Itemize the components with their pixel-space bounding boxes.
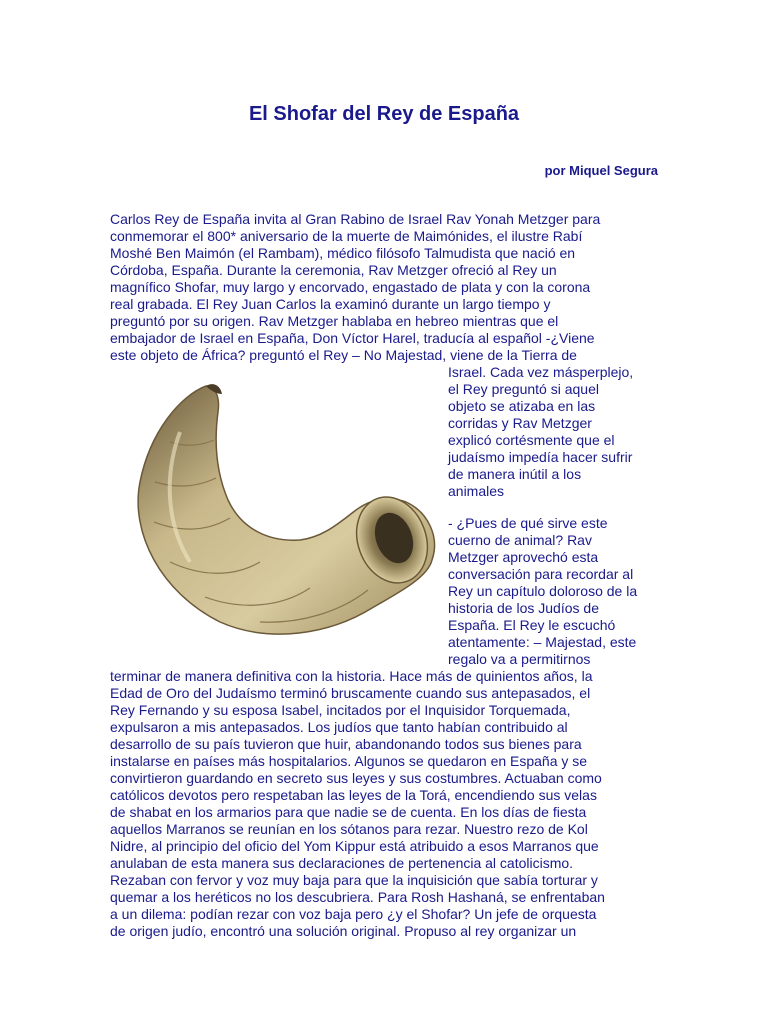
text-line: Rey un capítulo doloroso de la — [448, 583, 638, 599]
text-line: conmemorar el 800* aniversario de la muerte de Maimónides, el ilustre Rabí — [110, 228, 583, 244]
author-byline: por Miquel Segura — [544, 163, 658, 178]
text-line: objeto se atizaba en las — [448, 398, 596, 414]
text-line: anulaban de esta manera sus declaraciones de pertenencia al catolicismo. — [110, 855, 574, 871]
text-line: Rey Fernando y su esposa Isabel, incitados por el Inquisidor Torquemada, — [110, 702, 571, 718]
text-line: el Rey preguntó si aquel — [448, 381, 599, 397]
text-line: Rezaban con fervor y voz muy baja para que la inquisición que sabía torturar y — [110, 872, 598, 888]
text-line: conversación para recordar al — [448, 566, 634, 582]
text-line: desarrollo de su país tuvieron que huir, abandonando todos sus bienes para — [110, 736, 582, 752]
text-line: convirtieron guardando en secreto sus leyes y sus costumbres. Actuaban como — [110, 770, 602, 786]
text-line: católicos devotos pero respetaban las leyes de la Torá, encendiendo sus velas — [110, 787, 597, 803]
text-line: Israel. Cada vez másperplejo, — [448, 364, 634, 380]
text-line: preguntó por su origen. Rav Metzger hablaba en hebreo mientras que el — [110, 313, 559, 329]
text-line: aquellos Marranos se reunían en los sótanos para rezar. Nuestro rezo de Kol — [110, 821, 588, 837]
text-line: real grabada. El Rey Juan Carlos la examinó durante un largo tiempo y — [110, 296, 551, 312]
text-line: este objeto de África? preguntó el Rey – No Majestad, viene de la Tierra de — [110, 347, 577, 363]
shofar-horn-image — [110, 372, 442, 664]
text-line: instalarse en países más hospitalarios. Algunos se quedaron en España y se — [110, 753, 588, 769]
text-line: atentamente: – Majestad, este — [448, 634, 637, 650]
text-line: regalo va a permitirnos — [448, 651, 591, 667]
text-line: cuerno de animal? Rav — [448, 532, 592, 548]
text-line: Carlos Rey de España invita al Gran Rabino de Israel Rav Yonah Metzger para — [110, 211, 601, 227]
text-line: magnífico Shofar, muy largo y encorvado, engastado de plata y con la corona — [110, 279, 591, 295]
text-line: explicó cortésmente que el — [448, 432, 615, 448]
text-line: Edad de Oro del Judaísmo terminó bruscamente cuando sus antepasados, el — [110, 685, 591, 701]
text-line: a un dilema: podían rezar con voz baja pero ¿y el Shofar? Un jefe de orquesta — [110, 906, 597, 922]
text-line: quemar a los heréticos no los descubriera. Para Rosh Hashaná, se enfrentaban — [110, 889, 605, 905]
text-line: Córdoba, España. Durante la ceremonia, Rav Metzger ofreció al Rey un — [110, 262, 557, 278]
text-line: de shabat en los armarios para que nadie se de cuenta. En los días de fiesta — [110, 804, 587, 820]
text-line: judaísmo impedía hacer sufrir — [448, 449, 633, 465]
text-line: de manera inútil a los — [448, 466, 582, 482]
page-title: El Shofar del Rey de España — [248, 103, 520, 125]
text-line: embajador de Israel en España, Don Víctor Harel, traducía al español -¿Viene — [110, 330, 595, 346]
text-line: animales — [448, 483, 505, 499]
text-line: - ¿Pues de qué sirve este — [448, 515, 608, 531]
text-line: historia de los Judíos de — [448, 600, 599, 616]
text-line: corridas y Rav Metzger — [448, 415, 592, 431]
text-line: Moshé Ben Maimón (el Rambam), médico filósofo Talmudista que nació en — [110, 245, 576, 261]
text-line: España. El Rey le escuchó — [448, 617, 616, 633]
text-line: terminar de manera definitiva con la historia. Hace más de quinientos años, la — [110, 668, 593, 684]
text-line: Nidre, al principio del oficio del Yom Kippur está atribuido a esos Marranos que — [110, 838, 599, 854]
text-line: de origen judío, encontró una solución original. Propuso al rey organizar un — [110, 923, 577, 939]
text-line: Metzger aprovechó esta — [448, 549, 599, 565]
text-line: expulsaron a mis antepasados. Los judíos que tanto habían contribuido al — [110, 719, 568, 735]
